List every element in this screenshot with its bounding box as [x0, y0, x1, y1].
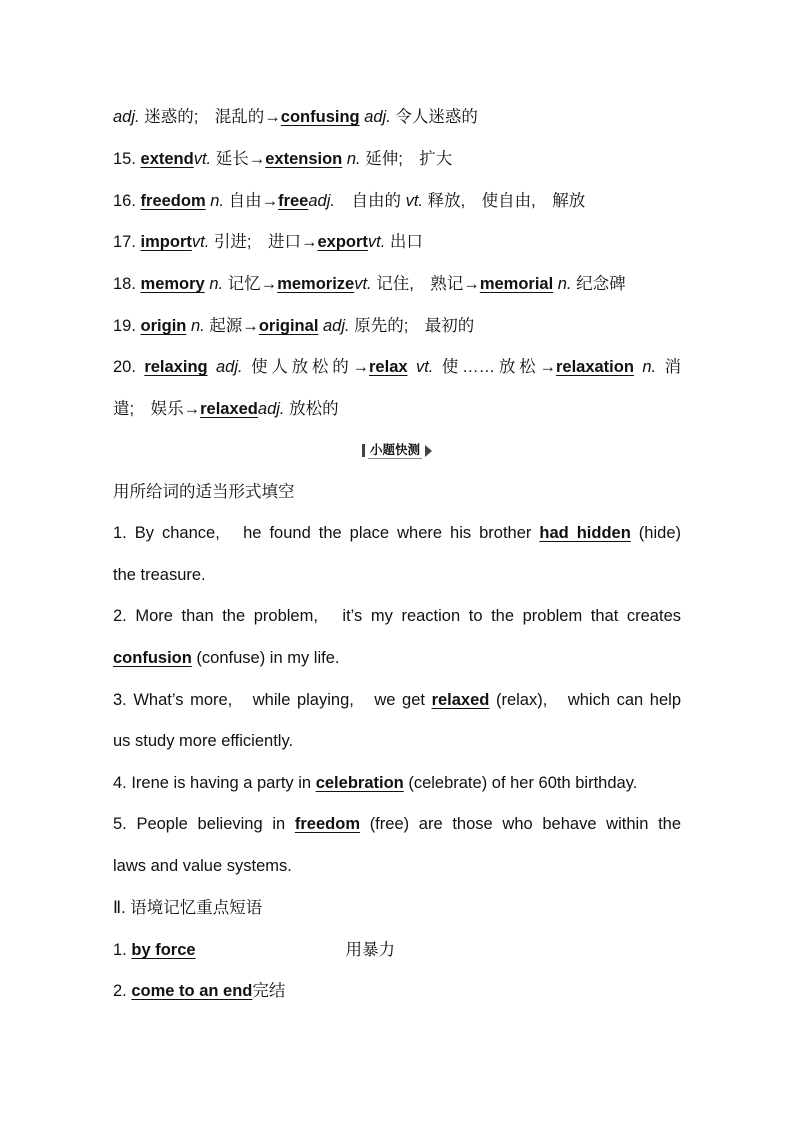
answer-word: relaxation — [555, 358, 634, 376]
part-of-speech: adj. — [257, 400, 285, 418]
answer-word: relax — [369, 358, 408, 376]
part-of-speech: n. — [209, 275, 224, 293]
answer-word: freedom — [140, 192, 206, 210]
meaning-text: 延伸; 扩大 — [360, 150, 453, 168]
part-of-speech: n. — [557, 275, 572, 293]
item-number: 2. — [113, 982, 132, 1000]
exercise-3-line-1 — [113, 687, 681, 713]
meaning-text: 记忆→ — [223, 275, 278, 293]
phrase-answer: come to an end — [131, 982, 253, 1000]
part-of-speech: adj. — [216, 358, 243, 376]
vocab-line-15 — [113, 146, 681, 172]
part-of-speech: n. — [346, 150, 361, 168]
exercise-hint: (relax), which can help — [489, 691, 681, 709]
part-of-speech: vt. — [354, 275, 372, 293]
part-of-speech: adj. — [308, 192, 335, 210]
item-number: 16. — [113, 192, 141, 210]
vocab-line-17 — [113, 229, 681, 255]
item-number: 17. — [113, 233, 141, 251]
phrase-meaning: 用暴力 — [345, 941, 396, 959]
answer-word: import — [140, 233, 192, 251]
meaning-text: 放松的 — [284, 400, 339, 418]
exercise-5-line-2: laws and value systems. — [113, 857, 292, 875]
vocab-line-19 — [113, 313, 681, 339]
exercise-1-line-2: the treasure. — [113, 566, 206, 584]
exercise-answer: celebration — [315, 774, 404, 792]
item-number: 1. — [113, 941, 132, 959]
exercise-text: 4. Irene is having a party in — [113, 774, 316, 792]
exercise-4 — [113, 770, 681, 796]
exercise-answer: freedom — [294, 815, 360, 833]
exercise-answer: had hidden — [539, 524, 631, 542]
exercise-answer: confusion — [113, 649, 192, 667]
answer-word: origin — [140, 317, 187, 335]
meaning-text: 记住, 熟记→ — [371, 275, 480, 293]
meaning-text: 迷惑的; 混乱的→ — [139, 108, 281, 126]
meaning-text: 遣; 娱乐→ — [113, 400, 201, 418]
answer-word: memorize — [277, 275, 355, 293]
exercise-text: 3. What’s more, while playing, we get — [113, 691, 432, 709]
item-number: 15. — [113, 150, 141, 168]
exercise-hint: (confuse) in my life. — [191, 649, 340, 667]
vocab-line-18 — [113, 271, 681, 297]
meaning-text: 自由的 — [334, 192, 406, 210]
part-of-speech: adj. — [364, 108, 391, 126]
meaning-text: 自由→ — [224, 192, 279, 210]
section-tag-row — [0, 442, 794, 462]
tag-bar-icon — [362, 444, 365, 457]
meaning-text: 使……放松→ — [433, 358, 556, 376]
exercise-hint: (free) are those who behave within the — [360, 815, 682, 833]
section-tag — [362, 442, 432, 459]
tag-arrow-icon — [425, 445, 432, 457]
phrase-1 — [113, 937, 681, 963]
part-of-speech: n. — [210, 192, 224, 210]
part-of-speech: vt. — [367, 233, 386, 251]
answer-word: memory — [140, 275, 205, 293]
meaning-text: 释放, 使自由, 解放 — [423, 192, 586, 210]
meaning-text: 使人放松的→ — [242, 358, 370, 376]
meaning-text: 纪念碑 — [571, 275, 626, 293]
meaning-text: 出口 — [385, 233, 423, 251]
exercise-answer: relaxed — [431, 691, 490, 709]
item-number: 20. — [113, 358, 145, 376]
answer-word: export — [317, 233, 368, 251]
answer-word: extension — [265, 150, 343, 168]
meaning-text: 起源→ — [204, 317, 259, 335]
vocab-line-14-cont — [113, 104, 681, 130]
meaning-text: 消 — [656, 358, 681, 376]
meaning-text: 延长→ — [211, 150, 266, 168]
exercise-2-line-1: 2. More than the problem, it’s my reaction to the problem that creates — [113, 607, 681, 625]
meaning-text: 引进; 进口→ — [209, 233, 318, 251]
answer-word: relaxed — [200, 400, 258, 418]
part-of-speech: vt. — [415, 358, 434, 376]
instruction: 用所给词的适当形式填空 — [113, 483, 295, 501]
vocab-line-20-cont — [113, 396, 681, 422]
exercise-5-line-1 — [113, 811, 681, 837]
section-2-heading: Ⅱ. 语境记忆重点短语 — [113, 899, 263, 917]
vocab-line-16 — [113, 188, 681, 214]
part-of-speech: adj. — [113, 108, 140, 126]
part-of-speech: n. — [642, 358, 657, 376]
item-number: 18. — [113, 275, 141, 293]
part-of-speech: vt. — [193, 150, 212, 168]
answer-word: confusing — [280, 108, 360, 126]
part-of-speech: adj. — [323, 317, 350, 335]
answer-word: memorial — [479, 275, 554, 293]
answer-word: free — [278, 192, 309, 210]
phrase-meaning: 完结 — [252, 982, 286, 1000]
exercise-text: 5. People believing in — [113, 815, 295, 833]
answer-word: original — [258, 317, 319, 335]
phrase-answer: by force — [131, 941, 196, 959]
part-of-speech: vt. — [191, 233, 210, 251]
exercise-hint: (hide) — [630, 524, 681, 542]
part-of-speech: n. — [190, 317, 205, 335]
exercise-3-line-2: us study more efficiently. — [113, 732, 294, 750]
answer-word: relaxing — [144, 358, 208, 376]
answer-word: extend — [140, 150, 194, 168]
exercise-text: 1. By chance, he found the place where his brother — [113, 524, 540, 542]
vocab-line-20 — [113, 354, 681, 380]
exercise-hint: (celebrate) of her 60th birthday. — [403, 774, 638, 792]
exercise-2-line-2 — [113, 645, 681, 671]
meaning-text: 令人迷惑的 — [390, 108, 478, 126]
meaning-text: 原先的; 最初的 — [349, 317, 475, 335]
item-number: 19. — [113, 317, 141, 335]
phrase-2 — [113, 978, 681, 1004]
exercise-1-line-1 — [113, 520, 681, 546]
section-tag-label: 小题快测 — [369, 443, 420, 457]
part-of-speech: vt. — [405, 192, 423, 210]
